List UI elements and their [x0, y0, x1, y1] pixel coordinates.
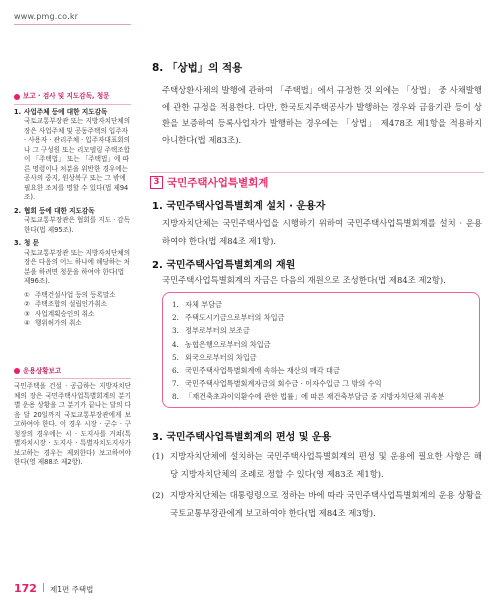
list-item-text: 외국으로부터의 차입금: [185, 352, 257, 362]
section-number-badge: 3: [150, 176, 163, 189]
subitem-text: 주택건설사업 등의 등록말소: [35, 290, 116, 299]
article-paragraph: 주택상환사채의 발행에 관하여 「주택법」에서 규정한 것 외에는 「상법」 중 사채발행에 관한 규정을 적용한다. 다만, 한국토지주택공사가 발행하는 경우와 금융기관 등이 상환을 보증하여 등록사업자가 발행하는 경우에는 「상법」 제478조 제1항을 적용하지 아니한다(법 제83조).: [162, 85, 482, 145]
section-divider: [150, 172, 484, 173]
sidebar-item-body: [24, 108, 131, 203]
sidebar-item-body: [24, 239, 131, 287]
section-title-text: 국민주택사업특별회계: [167, 177, 269, 189]
chapter-label: 제1편 주택법: [49, 585, 94, 594]
bullet-dot-icon: [14, 368, 20, 374]
list-item: [172, 351, 479, 364]
sidebar-heading: [14, 367, 131, 377]
sidebar-paragraph: 국민주택을 건설 · 공급하는 지방자치단체의 장은 국민주택사업특별회계의 분기별 운용 상황을 그 분기가 끝나는 달의 다음 달 20일까지 국토교통부장관에게 보고하여야 한다. 이 경우 시장 · 군수 · 구청장의 경우에는 시 · 도지사를 거쳐(특별자치시장 · 도지사 · 특별자치도지사가 보고하는 경우는 제외한다) 보고하여야 한다(영 제88조 제2항).: [14, 382, 131, 466]
page-number: 172: [14, 582, 37, 595]
sidebar-item-title: 청 문: [24, 239, 40, 247]
sidebar-item-number: 2.: [14, 206, 22, 215]
footer-divider: [43, 583, 44, 592]
list-item-number: 3.: [172, 326, 179, 336]
paragraph-number: (2): [152, 490, 164, 500]
list-item: [172, 324, 479, 337]
numbered-paragraph: [152, 448, 482, 483]
sidebar-subitem: [14, 291, 131, 301]
list-item-text: 국민주택사업특별회계자금의 회수금 · 이자수입금 그 밖의 수익: [185, 379, 382, 389]
subsection-heading: 3. 국민주택사업특별회계의 편성 및 운용: [152, 432, 332, 443]
list-item-number: 1.: [172, 300, 179, 309]
list-item-text: 「재건축초과이익환수에 관한 법률」에 따른 재건축부담금 중 지방자치단체 귀속분: [185, 392, 445, 402]
list-item-number: 8.: [172, 392, 179, 402]
paragraph-number: (1): [152, 451, 164, 461]
list-item: [172, 311, 479, 324]
subsection-paragraph: 지방자치단체는 국민주택사업을 시행하기 위하여 국민주택사업특별회계를 설치 · 운용하여야 한다(법 제84조 제1항).: [162, 218, 482, 246]
paragraph-text: 지방자치단체에 설치하는 국민주택사업특별회계의 편성 및 운용에 필요한 사항은 해당 지방자치단체의 조례로 정할 수 있다(영 제83조 제1항).: [170, 451, 482, 479]
sidebar-heading-text: 운용상황보고: [23, 366, 62, 375]
page-footer: [14, 582, 93, 595]
section-title: [150, 175, 268, 190]
list-item: [172, 377, 479, 390]
sidebar-notes: [14, 92, 131, 468]
subsection-paragraph: 국민주택사업특별회계의 자금은 다음의 재원으로 조성한다(법 제84조 제2항).: [162, 275, 446, 285]
sidebar-heading-text: 보고 · 검사 및 지도감독, 청문: [23, 92, 110, 100]
list-item-number: 7.: [172, 379, 179, 389]
bullet-dot-icon: [14, 94, 20, 100]
sidebar-subitem: [14, 310, 131, 320]
subitem-number: ③: [24, 309, 30, 318]
subitem-text: 주택조합의 설립인가취소: [35, 300, 108, 308]
list-item-text: 국민주택사업특별회계에 속하는 재산의 매각 대금: [185, 366, 340, 376]
subitem-number: ④: [24, 319, 30, 327]
sidebar-divider: [14, 378, 131, 379]
list-item: [172, 298, 479, 311]
header-divider: [14, 24, 131, 25]
sidebar-item: [14, 239, 131, 287]
list-item-number: 6.: [172, 366, 179, 376]
list-item-text: 자체 부담금: [185, 300, 223, 309]
sidebar-item-body: [24, 207, 131, 236]
subsection-heading: 1. 국민주택사업특별회계 설치 · 운용자: [152, 201, 326, 212]
sidebar-item-title: 협회 등에 대한 지도감독: [24, 206, 95, 215]
sidebar-item-text: 국토교통부장관 또는 지방자치단체의 장은 다음의 어느 하나에 해당하는 처분을 하려면 청문을 하여야 한다(법 제96조).: [24, 248, 131, 285]
subitem-number: ①: [24, 290, 30, 299]
subitem-text: 사업계획승인의 취소: [35, 309, 95, 318]
numbered-paragraph: [152, 487, 482, 522]
funding-sources-box: [162, 292, 480, 408]
list-item: [172, 338, 479, 351]
list-item-number: 4.: [172, 339, 179, 349]
list-item: [172, 364, 479, 377]
sidebar-item-text: 국토교통부장관 또는 지방자치단체의 장은 사업주체 및 공동주택의 입주자 · 사용자 · 관리주체 · 입주자대표회의 나 그 구성원 또는 리모델링 주택조합이 「주택법」 또는 「주택법」에 따른 명령이나 처분을 위반한 경우에는 공사의 중지, 원상복구 또는 그 밖에 필요한 조치를 명할 수 있다(법 제94조).: [24, 117, 131, 201]
sidebar-item: [14, 108, 131, 203]
list-item-text: 정부로부터의 보조금: [185, 326, 250, 336]
subsection-heading: 2. 국민주택사업특별회계의 재원: [152, 260, 296, 271]
sidebar-subitem: [14, 300, 131, 310]
list-item-text: 농협은행으로부터의 차입금: [185, 339, 271, 349]
list-item: [172, 390, 479, 403]
sidebar-divider: [14, 104, 131, 105]
list-item-text: 주택도시기금으로부터의 차입금: [185, 313, 285, 323]
sidebar-item-number: 1.: [14, 107, 22, 116]
sidebar-subitem: [14, 319, 131, 329]
sidebar-section-operation-report: [14, 367, 131, 468]
paragraph-text: 지방자치단체는 대통령령으로 정하는 바에 따라 국민주택사업특별회계의 운용 상황을 국토교통부장관에게 보고하여야 한다(법 제84조 제3항).: [170, 490, 482, 518]
sidebar-heading: [14, 92, 131, 102]
list-item-number: 2.: [172, 313, 179, 323]
sidebar-item-number: 3.: [14, 239, 22, 247]
sidebar-item-title: 사업주체 등에 대한 지도감독: [24, 107, 108, 116]
sidebar-item-text: 국토교통부장관은 협회를 지도 · 감독한다(법 제95조).: [24, 216, 131, 234]
site-url: www.pmg.co.kr: [14, 12, 79, 21]
subitem-text: 행위허가의 취소: [35, 319, 82, 327]
subitem-number: ②: [24, 300, 30, 308]
article-heading: 8. 「상법」의 적용: [152, 62, 243, 74]
list-item-number: 5.: [172, 352, 179, 362]
sidebar-item: [14, 207, 131, 236]
